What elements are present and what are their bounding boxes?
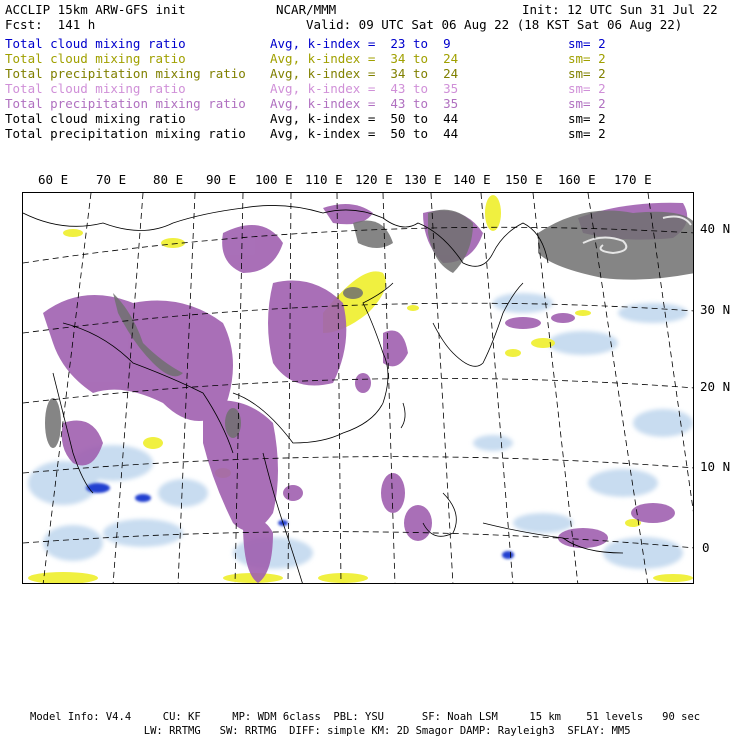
field-avg: Avg, k-index = 43 to 35 — [270, 96, 459, 111]
field-sm: sm= 2 — [568, 81, 606, 96]
lon-label: 70 E — [96, 172, 127, 187]
lon-label: 100 E — [255, 172, 293, 187]
field-sm: sm= 2 — [568, 126, 606, 141]
lat-label: 40 N — [700, 221, 731, 236]
forecast-hour: Fcst: 141 h — [5, 17, 96, 32]
lon-label: 60 E — [38, 172, 69, 187]
lon-label: 160 E — [558, 172, 596, 187]
init-time: Init: 12 UTC Sun 31 Jul 22 — [522, 2, 718, 17]
lat-label: 30 N — [700, 302, 731, 317]
field-sm: sm= 2 — [568, 36, 606, 51]
field-avg: Avg, k-index = 34 to 24 — [270, 51, 459, 66]
lon-label: 110 E — [305, 172, 343, 187]
field-sm: sm= 2 — [568, 96, 606, 111]
lon-label: 80 E — [153, 172, 184, 187]
model-info-line2: LW: RRTMG SW: RRTMG DIFF: simple KM: 2D Smagor DAMP: Rayleigh3 SFLAY: MM5 — [30, 725, 631, 737]
field-sm: sm= 2 — [568, 51, 606, 66]
lon-label: 120 E — [355, 172, 393, 187]
map-canvas — [23, 193, 694, 584]
lon-label: 140 E — [453, 172, 491, 187]
valid-time: Valid: 09 UTC Sat 06 Aug 22 (18 KST Sat 06 Aug 22) — [306, 17, 683, 32]
field-label: Total cloud mixing ratio — [5, 81, 186, 96]
lat-label: 10 N — [700, 459, 731, 474]
model-info-line1: Model Info: V4.4 CU: KF MP: WDM 6class PBL: YSU SF: Noah LSM 15 km 51 levels 90 sec — [30, 711, 701, 723]
field-label: Total cloud mixing ratio — [5, 36, 186, 51]
lon-label: 130 E — [404, 172, 442, 187]
field-avg: Avg, k-index = 34 to 24 — [270, 66, 459, 81]
lon-label: 150 E — [505, 172, 543, 187]
lon-label: 90 E — [206, 172, 237, 187]
field-label: Total precipitation mixing ratio — [5, 126, 246, 141]
field-avg: Avg, k-index = 50 to 44 — [270, 111, 459, 126]
field-label: Total precipitation mixing ratio — [5, 66, 246, 81]
field-avg: Avg, k-index = 50 to 44 — [270, 126, 459, 141]
lon-label: 170 E — [614, 172, 652, 187]
field-label: Total precipitation mixing ratio — [5, 96, 246, 111]
field-sm: sm= 2 — [568, 111, 606, 126]
org-label: NCAR/MMM — [276, 2, 337, 17]
lat-label: 20 N — [700, 379, 731, 394]
model-title: ACCLIP 15km ARW-GFS init — [5, 2, 186, 17]
field-label: Total cloud mixing ratio — [5, 111, 186, 126]
field-sm: sm= 2 — [568, 66, 606, 81]
forecast-map — [22, 192, 694, 584]
field-label: Total cloud mixing ratio — [5, 51, 186, 66]
field-avg: Avg, k-index = 23 to 9 — [270, 36, 451, 51]
field-avg: Avg, k-index = 43 to 35 — [270, 81, 459, 96]
lat-label: 0 — [702, 540, 710, 555]
